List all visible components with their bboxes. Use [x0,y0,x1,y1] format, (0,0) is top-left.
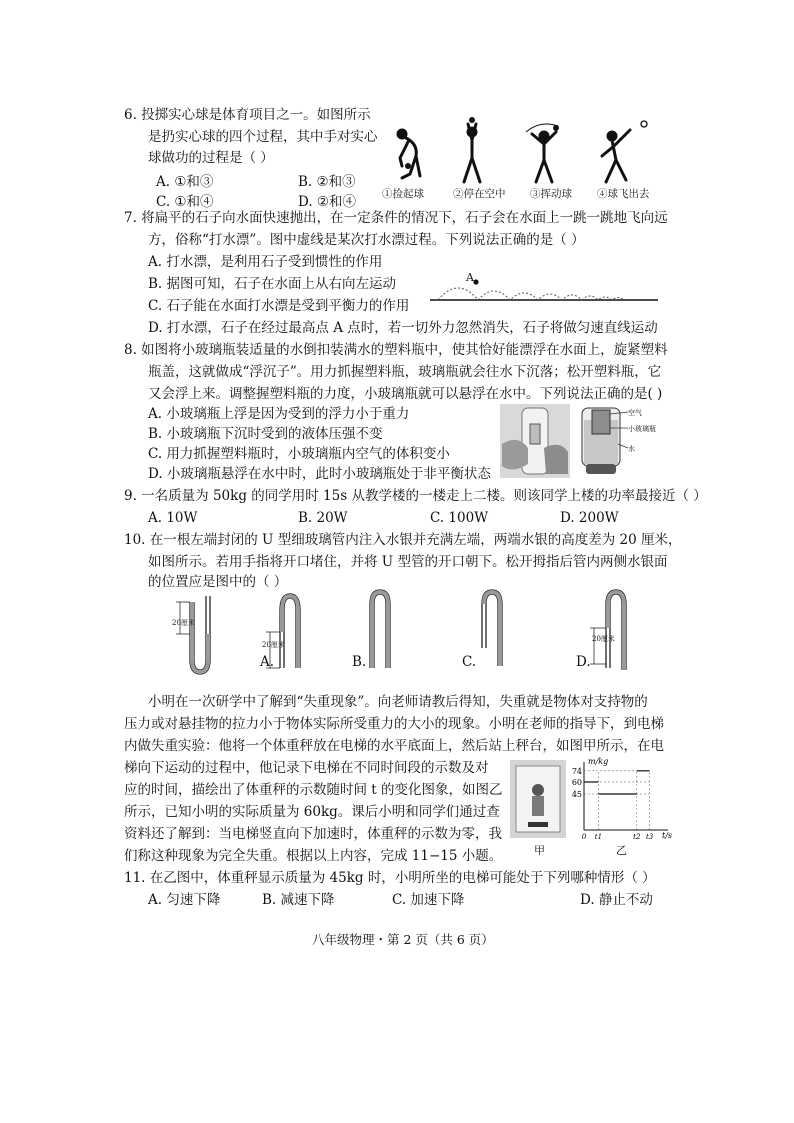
q7-point-a-label: A [466,271,474,284]
q9-line1: 9. 一名质量为 50kg 的同学用时 15s 从教学楼的一楼走上二楼。则该同学上楼的功率最接近（ ） [124,488,707,504]
elevator-figure [510,760,566,838]
q8-option-d: D. 小玻璃瓶悬浮在水中时，此时小玻璃瓶处于非平衡状态 [148,466,491,482]
q10-height-label-d: 20厘米 [592,635,615,643]
q9-option-d: D. 200W [560,510,619,526]
q8-option-c: C. 用力抓握塑料瓶时，小玻璃瓶内空气的体积变小 [148,446,450,462]
passage-line5: 应的时间，描绘出了体重秤的示数随时间 t 的变化图象，如图乙 [124,782,503,798]
q8-label-bottle: 小玻璃瓶 [628,425,656,433]
q6-caption-2: ②停在空中 [453,188,506,200]
q10-label-a: A. [260,654,275,670]
x-tick-label: t1 [594,833,603,841]
passage-line8: 们称这种现象为完全失重。根据以上内容，完成 11−15 小题。 [124,848,503,864]
x-axis-label: t/s [662,831,673,840]
q6-option-c: C. ①和④ [156,194,214,210]
q8-photo [500,404,570,478]
page-footer: 八年级物理・第 2 页（共 6 页） [312,932,494,947]
q7-option-a: A. 打水漂，是利用石子受到惯性的作用 [148,254,383,270]
q6-option-d: D. ②和④ [298,194,357,210]
q6-figure [380,118,670,190]
q6-caption-4: ④球飞出去 [597,188,650,200]
q10-line2: 如图所示。若用手指将开口堵住，并将 U 型管的开口朝下。松开拇指后管内两侧水银面 [148,554,668,570]
q10-height-label-a: 20厘米 [262,641,285,649]
q11-line1: 11. 在乙图中，体重秤显示质量为 45kg 时，小明所坐的电梯可能处于下列哪种情形（ ） [124,870,656,886]
q6-option-b: B. ②和③ [298,174,356,190]
y-tick-label: 74 [571,766,582,776]
q7-figure [430,270,660,304]
y-tick-label: 45 [571,790,582,799]
q6-line3: 球做功的过程是（ ） [148,150,274,166]
q8-option-a: A. 小玻璃瓶上浮是因为受到的浮力小于重力 [148,406,410,422]
q9-option-b: B. 20W [298,510,348,526]
q7-line1: 7. 将扁平的石子向水面快速抛出，在一定条件的情况下，石子会在水面上一跳一跳地飞向远 [124,210,668,226]
y-axis-label: m/kg [588,757,609,766]
q8-bottle-diagram [574,404,634,478]
figure-jia-label: 甲 [534,844,545,857]
q8-label-water: 水 [628,445,635,453]
q11-option-d: D. 静止不动 [580,892,653,908]
q6-line2: 是扔实心球的四个过程，其中手对实心 [148,129,378,145]
q7-line2: 方，俗称“打水漂”。图中虚线是某次打水漂过程。下列说法正确的是（ ） [148,232,585,248]
q10-figures [170,588,640,680]
x-tick-label: t2 [633,833,641,841]
passage-line7: 资料还了解到：当电梯竖直向下加速时，体重秤的示数为零，我 [124,826,502,842]
x-tick-label: t3 [645,833,654,841]
q8-line1: 8. 如图将小玻璃瓶装适量的水倒扣装满水的塑料瓶中，使其恰好能漂浮在水面上，旋紧塑料 [124,342,668,358]
q6-caption-1: ①捡起球 [382,188,424,200]
passage-line3: 内做失重实验：他将一个体重秤放在电梯的水平底面上，然后站上秤台，如图甲所示，在电 [124,738,664,754]
q10-line1: 10. 在一根左端封闭的 U 型细玻璃管内注入水银并充满左端，两端水银的高度差为 20 厘米， [124,532,682,548]
q9-option-a: A. 10W [148,510,198,526]
q9-option-c: C. 100W [430,510,489,526]
q8-option-b: B. 小玻璃瓶下沉时受到的液体压强不变 [148,426,383,442]
q7-option-b: B. 据图可知，石子在水面上从右向左运动 [148,276,397,292]
q8-line3: 又会浮上来。调整握塑料瓶的力度，小玻璃瓶就可以悬浮在水中。下列说法正确的是( ) [148,386,663,402]
q6-line1: 6. 投掷实心球是体育项目之一。如图所示 [124,107,371,123]
q10-label-d: D. [576,654,591,670]
q7-option-d: D. 打水漂，石子在经过最高点 A 点时，若一切外力忽然消失，石子将做匀速直线运动 [148,320,658,336]
q11-option-a: A. 匀速下降 [148,892,221,908]
figure-yi-label: 乙 [616,844,627,857]
y-tick-label: 60 [571,778,582,787]
q11-option-c: C. 加速下降 [392,892,465,908]
q8-label-air: 空气 [628,409,642,417]
passage-line2: 压力或对悬挂物的拉力小于物体实际所受重力的大小的现象。小明在老师的指导下，到电梯 [124,716,664,732]
q10-label-b: B. [352,654,367,670]
q6-caption-3: ③挥动球 [530,188,572,200]
passage-line1: 小明在一次研学中了解到“失重现象”。向老师请教后得知，失重就是物体对支持物的 [148,694,648,710]
q11-option-b: B. 减速下降 [262,892,335,908]
mass-time-chart [572,758,672,840]
passage-line4: 梯向下运动的过程中，他记录下电梯在不同时间段的示数及对 [124,760,489,776]
q7-option-c: C. 石子能在水面打水漂是受到平衡力的作用 [148,298,410,314]
passage-line6: 所示，已知小明的实际质量为 60kg。课后小明和同学们通过查 [124,804,500,820]
q8-line2: 瓶盖，这就做成“浮沉子”。用力抓握塑料瓶，玻璃瓶就会往水下沉落；松开塑料瓶，它 [148,364,662,380]
x-tick-label: 0 [581,833,587,841]
q10-line3: 的位置应是图中的（ ） [148,574,288,590]
q6-option-a: A. ①和③ [156,174,214,190]
q10-height-label-main: 20厘米 [172,619,195,627]
q10-label-c: C. [462,654,477,670]
